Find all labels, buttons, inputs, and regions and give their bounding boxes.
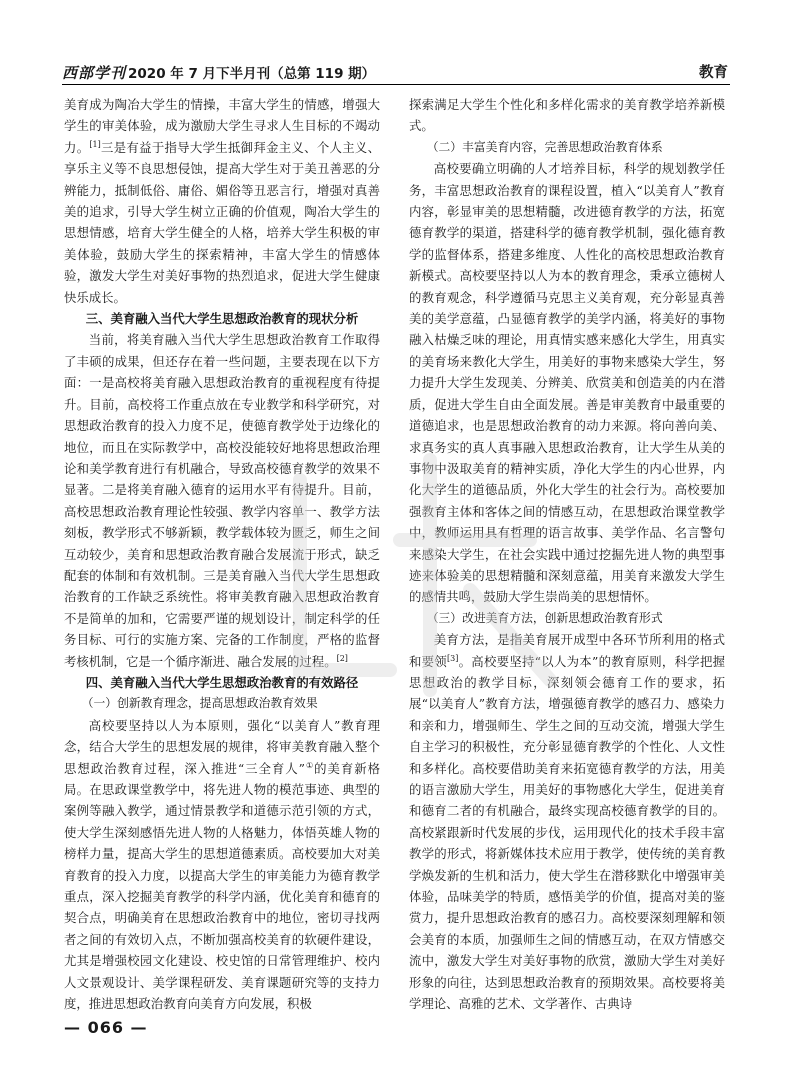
citation: [3] — [447, 653, 459, 663]
paragraph-text: 。高校要坚持“以人为本”的教育原则，科学把握思想政治的教学目标，深刻领会德育工作的要求，拓展“以美育人”教育方法，增强德育教学的感召力、感染力和亲和力，增强师生、学生之间的互动交流，增强大学生自主学习的积极性，充分彰显德育教学的个性化、人文性和多样化。高校要借助美育来拓宽德育教学的方法，用美的语言激励大学生，用美好的事物感化大学生，促进美育和德育二者的有机融合，最终实现高校德育教学的目的。高校紧跟新时代发展的步伐，运用现代化的技术手段丰富教学的形式，将新媒体技术应用于教学，使传统的美育教学焕发新的生机和活力，使大学生在潜移默化中增强审美体验，品味美学的特质，感悟美学的价值，提高对美的鉴赏力，提升思想政治教育的感召力。高校要深刻理解和领会美育的本质，加强师生之间的情感互动，在双方情感交流中，激发大学生对美好事物的欣赏，激励大学生对美好形象的向往，达到思想政治教育的预期效果。高校要将美学理论、高雅的艺术、文学著作、古典诗 — [409, 653, 726, 1012]
paragraph: 高校要确立明确的人才培养目标，科学的规划教学任务，丰富思想政治教育的课程设置，植入“以美育人”教育内容，彰显审美的思想精髓，改进德育教学的方法，拓宽德育教学的渠道，搭建科学的德育教学机制，强化德育教学的监督体系，搭建多维度、人性化的高校思想政治教育新模式。高校要坚持以人为本的教育理念，秉承立德树人的教育观念，科学遵循马克思主义美育观，充分彰显真善美的美学意蕴，凸显德育教学的美学内涵，将美好的事物融入枯燥乏味的理论，用真情实感来感化大学生，用真实的美育场来教化大学生，用美好的事物来感染大学生，努力提升大学生发现美、分辨美、欣赏美和创造美的内在潜质，促进大学生自由全面发展。善是审美教育中最重要的道德追求，也是思想政治教育的动力来源。将向善向美、求真务实的真人真事融入思想政治教育，让大学生从美的事物中汲取美育的精神实质，净化大学生的内心世界，内化大学生的道德品质，外化大学生的社会行为。高校要加强教育主体和客体之间的情感互动，在思想政治课堂教学中，教师运用具有哲理的语言故事、美学作品、名言警句来感染大学生，在社会实践中通过挖掘先进人物的典型事迹来体验美的思想精髓和深刻意蕴，用美育来激发大学生的感情共鸣，鼓励大学生崇尚美的思想情怀。 — [409, 161, 725, 605]
subsection-heading: （一）创新教育理念，提高思想政治教育效果 — [81, 696, 318, 711]
citation: [2] — [336, 653, 348, 663]
journal-logo: 西部学刊 — [62, 64, 127, 82]
page-number: — 066 — — [64, 1018, 148, 1037]
left-column — [64, 94, 380, 1014]
issue-label: 2020 年 7 月下半月刊（总第 119 期） — [128, 66, 376, 82]
paragraph-text: 当前，将美育融入当代大学生思想政治教育工作取得了丰硕的成果，但还存在着一些问题，主要表现在以下方面：一是高校将美育融入思想政治教育的重视程度有待提升。目前，高校将工作重点放在专业教学和科学研究，对思想政治教育的投入力度不足，使德育教学处于边缘化的地位，而且在实际教学中，高校没能较好地将思想政治理论和美学教育进行有机融合，导致高校德育教学的效果不显著。二是将美育融入德育的运用水平有待提升。目前，高校思想政治教育理论性较强、教学内容单一、教学方法刻板，教学形式不够新颖，教学载体较为匮乏，师生之间互动较少，美育和思想政治教育融合发展流于形式，缺乏配套的体制和有效机制。三是美育融入当代大学生思想政治教育的工作缺乏系统性。将审美教育融入思想政治教育不是简单的加和，它需要严谨的规划设计，制定科学的任务目标、可行的实施方案、完备的工作制度，严格的监督考核机制，它是一个循序渐进、融合发展的过程。 — [64, 332, 380, 669]
running-header — [62, 58, 730, 85]
subsection-heading: （二）丰富美育内容，完善思想政治教育体系 — [426, 139, 663, 154]
paragraph-text: 美育方法，是指美育展开成型中各环节所利用的格式和要领 — [409, 632, 725, 669]
paragraph — [64, 329, 380, 672]
paragraph — [64, 715, 380, 1015]
paragraph — [409, 629, 725, 1014]
footnote-marker: ① — [304, 760, 315, 770]
paragraph-text: 的美育新格局。在思政课堂教学中，将先进人物的模范事迹、典型的案例等融入教学，通过情景教学和道德示范引领的方式，使大学生深刻感悟先进人物的人格魅力，体悟英雄人物的榜样力量，提高大学生的思想道德素质。高校要加大对美育教育的投入力度，以提高大学生的审美能力为德育教学重点，深入挖掘美育教学的科学内涵，优化美育和德育的契合点，明确美育在思想政治教育中的地位，密切寻找两者之间的有效切入点，不断加强高校美育的软硬件建设，尤其是增强校园文化建设、校史馆的日常管理维护、校内人文景观设计、美学课程研发、美育课题研究等的支持力度，推进思想政治教育向美育方向发展，积极 — [64, 760, 381, 1012]
paragraph-text: 美育成为陶冶大学生的情操，丰富大学生的情感，增强大学生的审美体验，成为激励大学生寻求人生目标的不竭动力。 — [64, 97, 380, 155]
paragraph-text: 三是有益于指导大学生抵御拜金主义、个人主义、享乐主义等不良思想侵蚀，提高大学生对于美丑善恶的分辨能力，抵制低俗、庸俗、媚俗等丑恶言行，增强对真善美的追求，引导大学生树立正确的价值观，陶冶大学生的思想情感，培育大学生健全的人格，培养大学生积极的审美体验，鼓励大学生的探索精神，丰富大学生的情感体验，激发大学生对美好事物的热烈追求，促进大学生健康快乐成长。 — [64, 139, 381, 305]
citation: [1] — [89, 139, 101, 149]
paragraph — [64, 94, 380, 308]
section-heading: 三、美育融入当代大学生思想政治教育的现状分析 — [85, 311, 359, 327]
journal-info — [62, 62, 375, 83]
section-heading: 四、美育融入当代大学生思想政治教育的有效路径 — [85, 674, 359, 690]
paragraph-text: 高校要坚持以人为本原则，强化“以美育人”教育理念，结合大学生的思想发展的规律，将审美教育融入整个思想政治教育过程，深入推进“三全育人” — [64, 717, 380, 776]
subsection-heading: （三）改进美育方法，创新思想政治教育形式 — [426, 610, 663, 625]
section-label: 教育 — [699, 65, 728, 81]
right-column — [409, 94, 725, 1014]
paragraph: 探索满足大学生个性化和多样化需求的美育教学培养新模式。 — [409, 97, 725, 134]
